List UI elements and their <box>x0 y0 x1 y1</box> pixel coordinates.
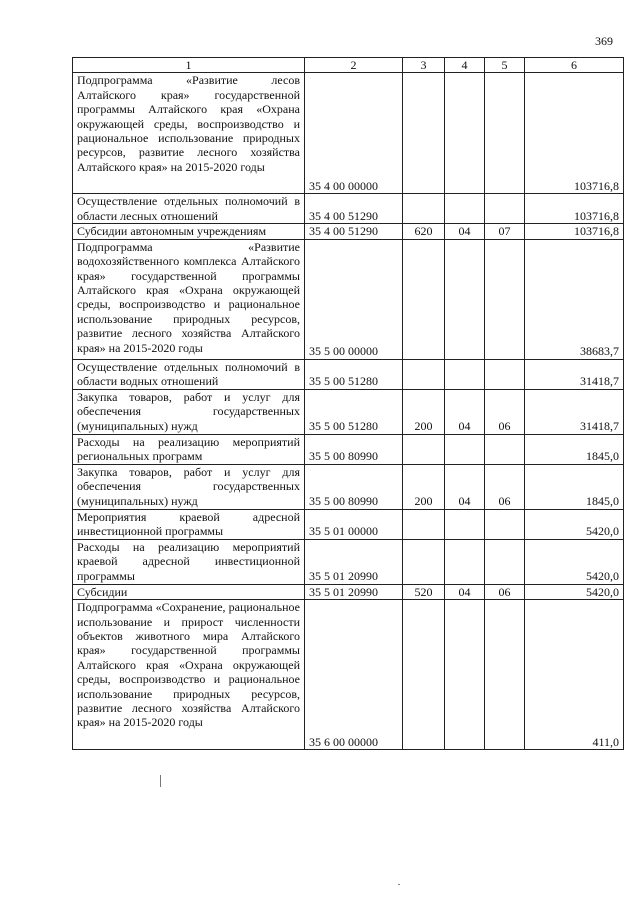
row-amount: 5420,0 <box>525 584 624 599</box>
row-amount: 103716,8 <box>525 224 624 239</box>
scan-dot <box>398 884 400 885</box>
row-name: Мероприятия краевой адресной инвестиционной программы <box>73 509 305 539</box>
row-code: 35 5 01 20990 <box>305 584 403 599</box>
row-code: 35 6 00 00000 <box>305 600 403 750</box>
row-col5: 06 <box>485 464 525 509</box>
column-header: 5 <box>485 58 525 73</box>
row-col4 <box>445 73 485 194</box>
row-amount: 31418,7 <box>525 359 624 389</box>
table-row <box>73 600 624 750</box>
row-name: Расходы на реализацию мероприятий краевой адресной инвестиционной программы <box>73 539 305 584</box>
row-col5 <box>485 194 525 224</box>
row-name: Подпрограмма «Сохранение, рациональное использование и прирост численности объектов животного мира Алтайского края» государственной программы Алтайского края «Охрана окружающей среды, воспроизводство и рациональное использование природных ресурсов, развитие лесного хозяйства Алтайского края» на 2015-2020 годы <box>73 600 305 750</box>
row-col3: 200 <box>403 389 445 434</box>
row-amount: 5420,0 <box>525 509 624 539</box>
row-code: 35 5 00 80990 <box>305 434 403 464</box>
row-col5 <box>485 73 525 194</box>
row-amount: 103716,8 <box>525 194 624 224</box>
row-col5 <box>485 434 525 464</box>
row-col4: 04 <box>445 464 485 509</box>
row-col4 <box>445 434 485 464</box>
row-col4 <box>445 194 485 224</box>
column-header: 1 <box>73 58 305 73</box>
column-header: 6 <box>525 58 624 73</box>
row-col3 <box>403 359 445 389</box>
row-col3 <box>403 73 445 194</box>
row-name: Подпрограмма «Развитие водохозяйственного комплекса Алтайского края» государственной программы Алтайского края «Охрана окружающей среды, воспроизводство и рациональное использование природных ресурсов, развитие лесного хозяйства Алтайского края» на 2015-2020 годы <box>73 239 305 359</box>
row-col3 <box>403 509 445 539</box>
row-name: Подпрограмма «Развитие лесов Алтайского края» государственной программы Алтайского края «Охрана окружающей среды, воспроизводство и рациональное использование природных ресурсов, развитие лесного хозяйства Алтайского края» на 2015-2020 годы <box>73 73 305 194</box>
row-col5 <box>485 509 525 539</box>
row-col5 <box>485 239 525 359</box>
row-col3: 620 <box>403 224 445 239</box>
row-amount: 38683,7 <box>525 239 624 359</box>
table-row <box>73 194 624 224</box>
table-row <box>73 389 624 434</box>
table-row <box>73 224 624 239</box>
row-amount: 411,0 <box>525 600 624 750</box>
header-row <box>73 58 624 73</box>
column-header: 3 <box>403 58 445 73</box>
row-col5 <box>485 359 525 389</box>
row-col4: 04 <box>445 584 485 599</box>
row-code: 35 4 00 00000 <box>305 73 403 194</box>
row-amount: 5420,0 <box>525 539 624 584</box>
row-code: 35 5 01 20990 <box>305 539 403 584</box>
row-amount: 1845,0 <box>525 434 624 464</box>
row-col4 <box>445 509 485 539</box>
row-col3: 200 <box>403 464 445 509</box>
table-row <box>73 584 624 599</box>
row-name: Субсидии автономным учреждениям <box>73 224 305 239</box>
row-amount: 31418,7 <box>525 389 624 434</box>
row-col3 <box>403 434 445 464</box>
column-header: 4 <box>445 58 485 73</box>
row-code: 35 5 01 00000 <box>305 509 403 539</box>
row-col5: 06 <box>485 389 525 434</box>
row-name: Расходы на реализацию мероприятий региональных программ <box>73 434 305 464</box>
row-col4 <box>445 600 485 750</box>
scan-mark <box>160 775 161 787</box>
row-name: Субсидии <box>73 584 305 599</box>
row-col3 <box>403 539 445 584</box>
column-header: 2 <box>305 58 403 73</box>
budget-table <box>72 57 624 750</box>
row-code: 35 5 00 51280 <box>305 389 403 434</box>
row-col3: 520 <box>403 584 445 599</box>
table-row <box>73 239 624 359</box>
row-code: 35 5 00 00000 <box>305 239 403 359</box>
row-col4: 04 <box>445 224 485 239</box>
row-col3 <box>403 194 445 224</box>
row-code: 35 4 00 51290 <box>305 224 403 239</box>
table-row <box>73 539 624 584</box>
row-col4 <box>445 359 485 389</box>
row-name: Закупка товаров, работ и услуг для обеспечения государственных (муниципальных) нужд <box>73 389 305 434</box>
row-col4 <box>445 539 485 584</box>
table-row <box>73 359 624 389</box>
row-amount: 1845,0 <box>525 464 624 509</box>
row-col5 <box>485 600 525 750</box>
row-amount: 103716,8 <box>525 73 624 194</box>
row-code: 35 5 00 80990 <box>305 464 403 509</box>
row-code: 35 5 00 51280 <box>305 359 403 389</box>
row-name: Осуществление отдельных полномочий в области лесных отношений <box>73 194 305 224</box>
row-col3 <box>403 600 445 750</box>
table-row <box>73 509 624 539</box>
table-row <box>73 464 624 509</box>
table-row <box>73 434 624 464</box>
row-col3 <box>403 239 445 359</box>
row-col5: 06 <box>485 584 525 599</box>
page-number: 369 <box>595 34 613 48</box>
row-col5: 07 <box>485 224 525 239</box>
row-col5 <box>485 539 525 584</box>
table-row <box>73 73 624 194</box>
row-name: Закупка товаров, работ и услуг для обеспечения государственных (муниципальных) нужд <box>73 464 305 509</box>
row-col4 <box>445 239 485 359</box>
row-col4: 04 <box>445 389 485 434</box>
row-name: Осуществление отдельных полномочий в области водных отношений <box>73 359 305 389</box>
row-code: 35 4 00 51290 <box>305 194 403 224</box>
